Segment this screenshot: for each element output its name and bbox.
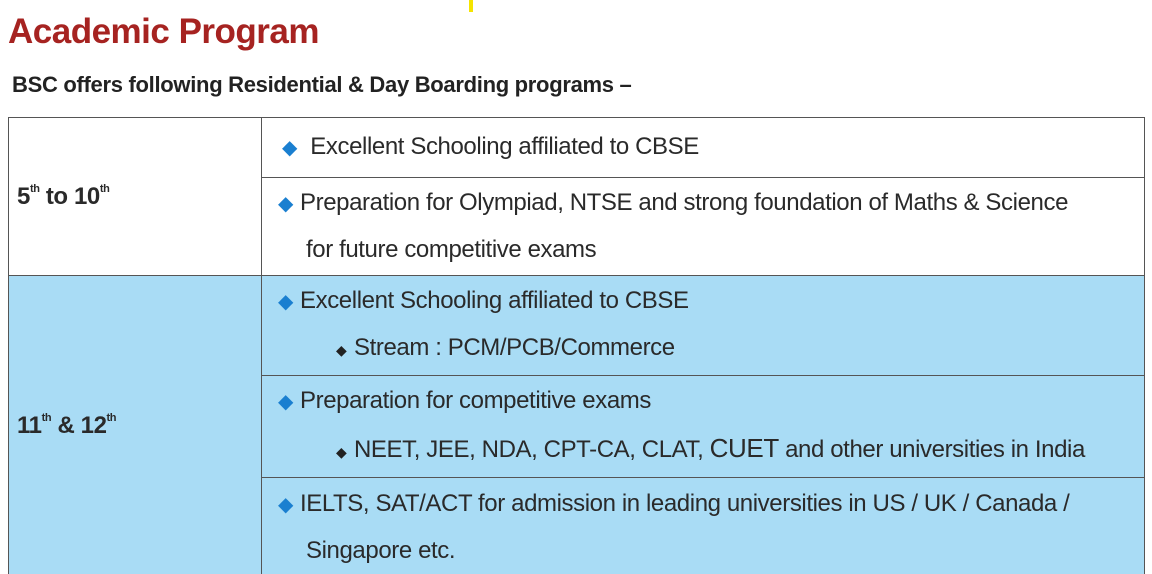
item-text: Excellent Schooling affiliated to CBSE <box>300 287 689 314</box>
yellow-mark <box>469 0 473 12</box>
level-connector: to <box>39 182 74 210</box>
program-item <box>262 178 1145 276</box>
level-suffix: th <box>106 412 117 424</box>
level-suffix: th <box>41 412 52 424</box>
item-sub-text: NEET, JEE, NDA, CPT-CA, CLAT, <box>354 436 704 463</box>
table-row <box>9 276 1145 376</box>
item-text: Excellent Schooling affiliated to CBSE <box>310 133 699 160</box>
item-sub-text-tail: and other universities in India <box>778 436 1085 463</box>
program-item <box>262 276 1145 376</box>
small-diamond-bullet-icon: ◆ <box>336 444 347 460</box>
item-continuation: for future competitive exams <box>306 236 597 263</box>
item-continuation: Singapore etc. <box>306 536 456 564</box>
table-row <box>9 118 1145 178</box>
level-number: 10 <box>73 182 100 210</box>
level-number: 12 <box>80 412 107 439</box>
level-connector: & <box>51 412 81 439</box>
programs-table <box>8 117 1145 574</box>
diamond-bullet-icon: ◆ <box>278 493 293 516</box>
level-cell-5-to-10 <box>9 118 262 276</box>
item-text: IELTS, SAT/ACT for admission in leading universities in US / UK / Canada / <box>300 489 1070 517</box>
diamond-bullet-icon: ◆ <box>278 391 293 413</box>
level-number: 5 <box>17 182 30 210</box>
item-sub-text: Stream : PCM/PCB/Commerce <box>354 334 675 361</box>
program-item <box>262 118 1145 178</box>
item-text: Preparation for competitive exams <box>300 387 651 414</box>
item-text: Preparation for Olympiad, NTSE and strong foundation of Maths & Science <box>300 189 1069 216</box>
item-sub-text-cuet: CUET <box>709 433 779 463</box>
level-number: 11 <box>17 412 42 439</box>
program-item <box>262 478 1145 574</box>
diamond-bullet-icon: ◆ <box>282 137 297 159</box>
page-subtitle: BSC offers following Residential & Day Boarding programs – <box>12 72 632 97</box>
level-suffix: th <box>29 182 40 195</box>
level-suffix: th <box>99 182 110 195</box>
small-diamond-bullet-icon: ◆ <box>336 342 347 358</box>
level-cell-11-and-12 <box>9 276 262 574</box>
diamond-bullet-icon: ◆ <box>278 291 293 313</box>
page-title: Academic Program <box>8 12 320 51</box>
program-item <box>262 376 1145 478</box>
diamond-bullet-icon: ◆ <box>278 193 293 215</box>
